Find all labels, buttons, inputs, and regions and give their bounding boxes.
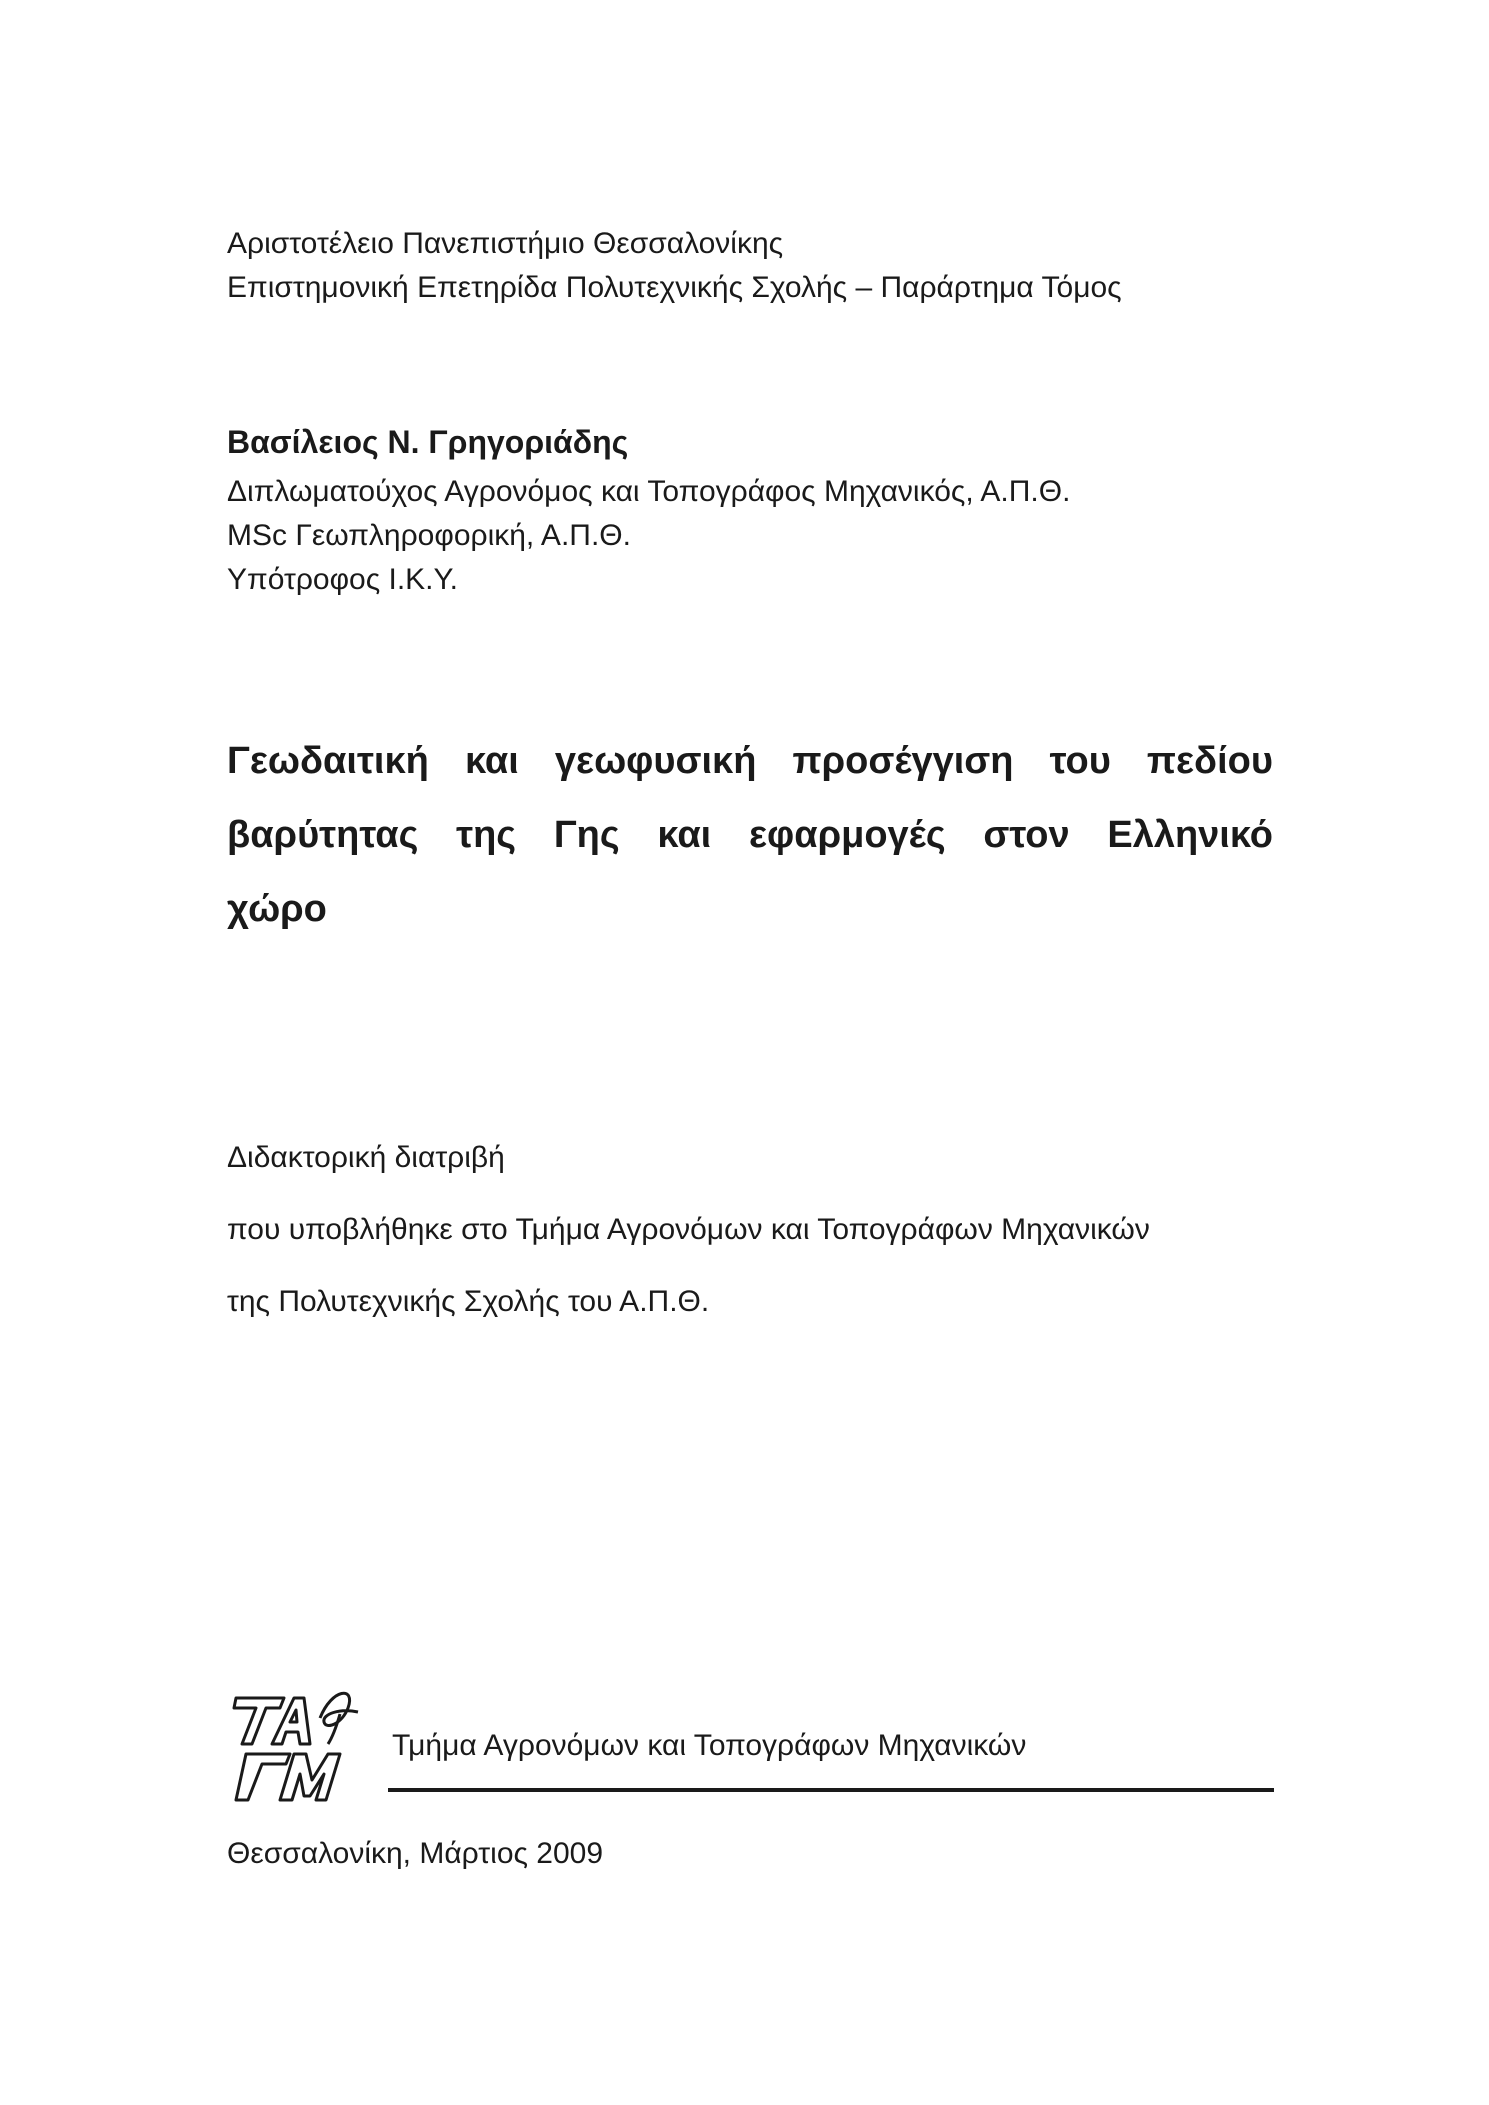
place-date: Θεσσαλονίκη, Μάρτιος 2009	[227, 1837, 604, 1870]
department-underline	[388, 1788, 1274, 1792]
university-name: Αριστοτέλειο Πανεπιστήμιο Θεσσαλονίκης	[227, 227, 784, 260]
author-degree: Διπλωματούχος Αγρονόμος και Τοπογράφος Μηχανικός, Α.Π.Θ.	[227, 475, 1071, 508]
thesis-submitted-to: που υποβλήθηκε στο Τμήμα Αγρονόμων και Τοπογράφων Μηχανικών	[227, 1213, 1150, 1246]
series-name: Επιστημονική Επετηρίδα Πολυτεχνικής Σχολής – Παράρτημα Τόμος	[227, 271, 1122, 304]
author-msc: MSc Γεωπληροφορική, Α.Π.Θ.	[227, 519, 631, 552]
thesis-school: της Πολυτεχνικής Σχολής του Α.Π.Θ.	[227, 1285, 710, 1318]
thesis-type: Διδακτορική διατριβή	[227, 1141, 505, 1174]
author-name: Βασίλειος Ν. Γρηγοριάδης	[227, 424, 629, 460]
department-label: Τμήμα Αγρονόμων και Τοπογράφων Μηχανικών	[392, 1729, 1027, 1762]
author-scholarship: Υπότροφος Ι.Κ.Υ.	[227, 563, 459, 596]
thesis-title-line-1: Γεωδαιτική και γεωφυσική προσέγγιση του πεδίου	[227, 740, 1273, 782]
department-logo	[228, 1678, 366, 1808]
thesis-title-line-2: βαρύτητας της Γης και εφαρμογές στον Ελληνικό	[227, 814, 1273, 856]
thesis-title-line-3: χώρο	[227, 888, 327, 930]
